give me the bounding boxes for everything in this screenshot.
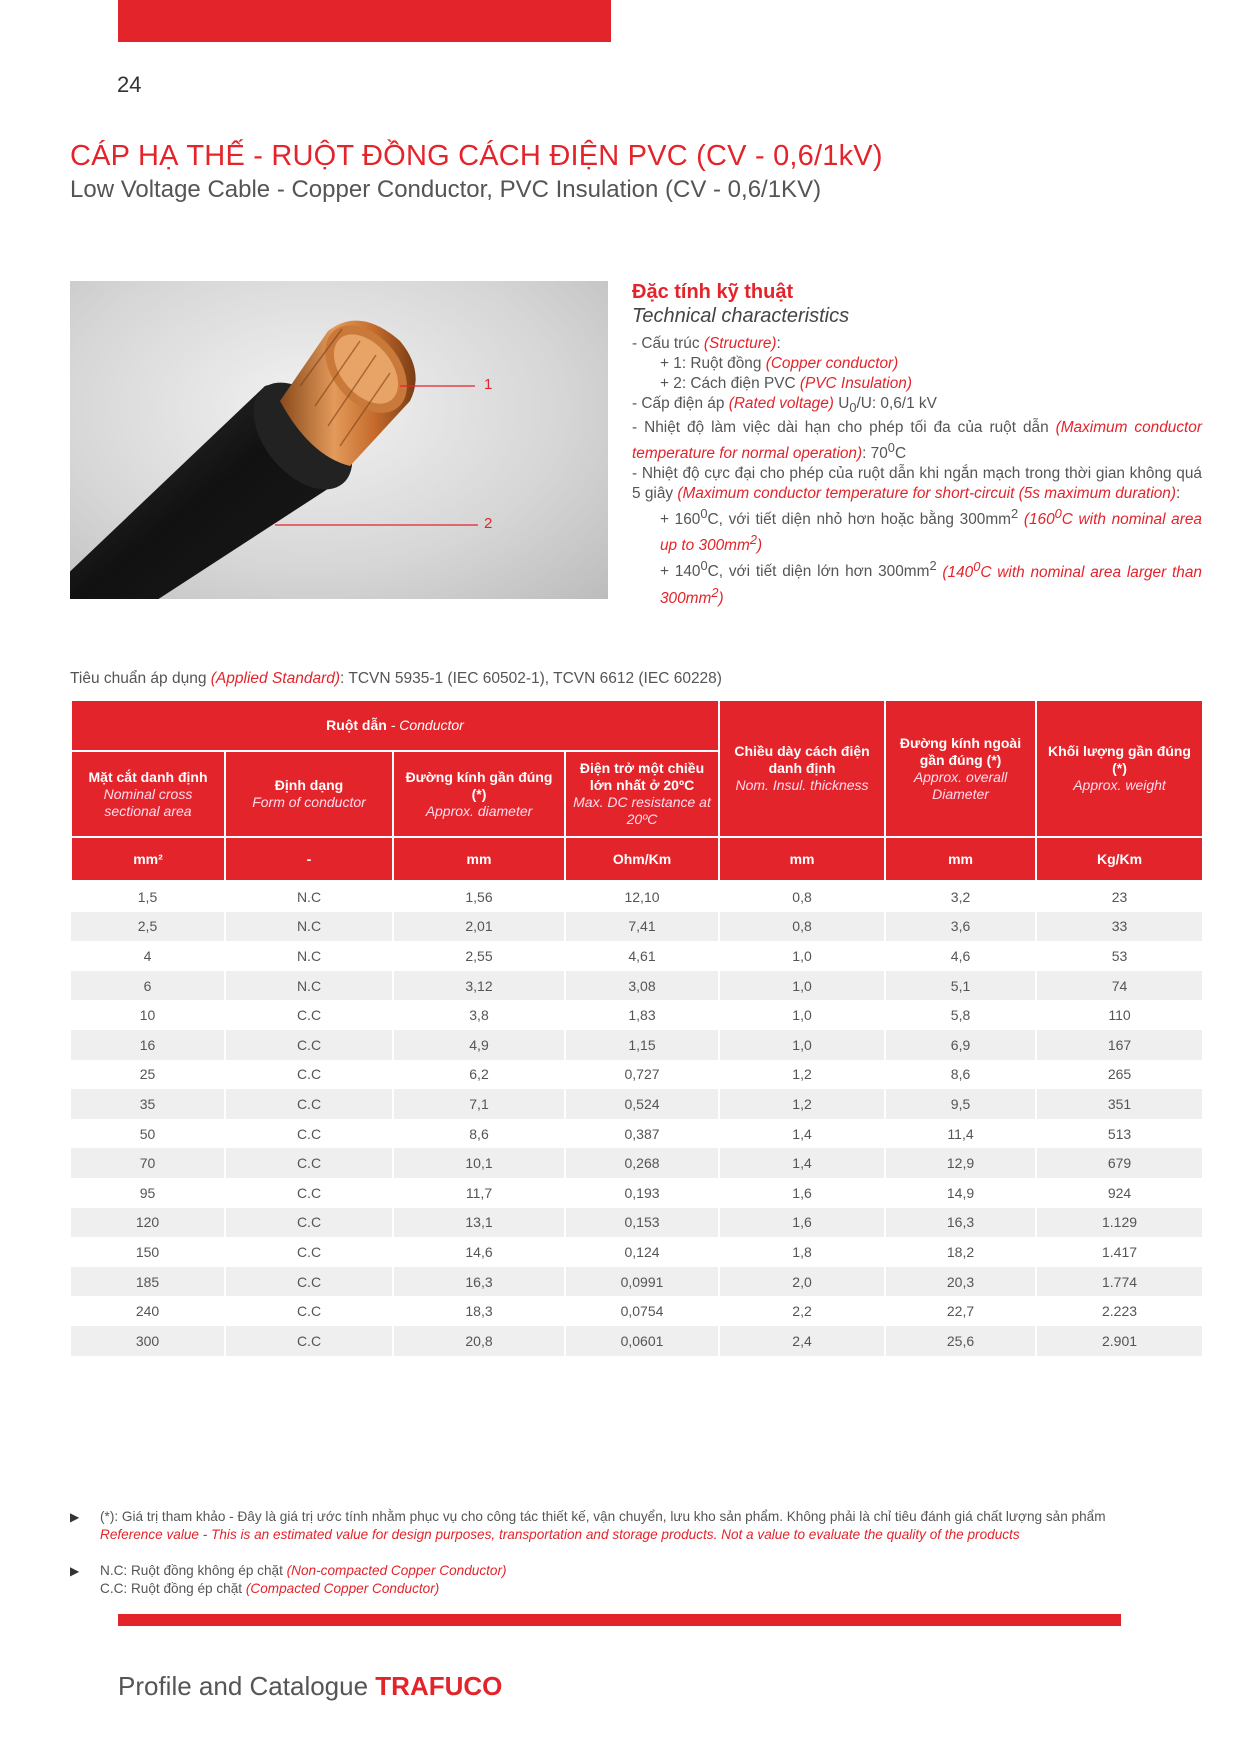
table-cell: 0,524 xyxy=(565,1089,719,1119)
table-cell: 2,4 xyxy=(719,1326,885,1356)
table-cell: 11,4 xyxy=(885,1119,1036,1149)
technical-characteristics xyxy=(632,282,1202,609)
page-subtitle: Low Voltage Cable - Copper Conductor, PVC Insulation (CV - 0,6/1KV) xyxy=(70,176,822,203)
table-cell: 18,3 xyxy=(393,1296,565,1326)
table-cell: 13,1 xyxy=(393,1208,565,1238)
table-cell: 5,8 xyxy=(885,1000,1036,1030)
table-cell: 22,7 xyxy=(885,1296,1036,1326)
table-cell: 10 xyxy=(71,1000,225,1030)
top-accent-bar xyxy=(118,0,611,42)
table-row xyxy=(71,912,1203,942)
cable-photo xyxy=(70,281,608,599)
table-cell: 2,0 xyxy=(719,1267,885,1297)
header-cross-section: Mặt cắt danh định Nominal cross sectional area xyxy=(71,751,225,837)
page-number: 24 xyxy=(117,72,142,97)
table-cell: 351 xyxy=(1036,1089,1203,1119)
cable-illustration xyxy=(70,281,608,599)
footer-brand: TRAFUCO xyxy=(375,1671,503,1701)
table-cell: 1,6 xyxy=(719,1178,885,1208)
table-row xyxy=(71,1089,1203,1119)
header-conductor-form: Định dạng Form of conductor xyxy=(225,751,393,837)
table-cell: 150 xyxy=(71,1237,225,1267)
table-cell: 14,9 xyxy=(885,1178,1036,1208)
table-row xyxy=(71,1178,1203,1208)
table-cell: 6 xyxy=(71,971,225,1001)
table-cell: 35 xyxy=(71,1089,225,1119)
table-cell: C.C xyxy=(225,1000,393,1030)
table-cell: 1.774 xyxy=(1036,1267,1203,1297)
table-cell: 0,8 xyxy=(719,912,885,942)
table-cell: 1,0 xyxy=(719,941,885,971)
table-cell: 74 xyxy=(1036,971,1203,1001)
table-cell: 11,7 xyxy=(393,1178,565,1208)
table-cell: C.C xyxy=(225,1060,393,1090)
table-cell: 4,9 xyxy=(393,1030,565,1060)
table-row xyxy=(71,1326,1203,1356)
unit-cell: mm xyxy=(393,837,565,881)
table-cell: 25,6 xyxy=(885,1326,1036,1356)
table-cell: 25 xyxy=(71,1060,225,1090)
table-cell: 20,8 xyxy=(393,1326,565,1356)
callout-2: 2 xyxy=(484,515,493,532)
tech-subheading: Technical characteristics xyxy=(632,305,850,327)
table-cell: C.C xyxy=(225,1326,393,1356)
table-cell: 120 xyxy=(71,1208,225,1238)
table-cell: 0,153 xyxy=(565,1208,719,1238)
table-row xyxy=(71,1208,1203,1238)
table-cell: 0,124 xyxy=(565,1237,719,1267)
table-cell: 0,193 xyxy=(565,1178,719,1208)
table-cell: 300 xyxy=(71,1326,225,1356)
table-cell: C.C xyxy=(225,1237,393,1267)
table-cell: N.C xyxy=(225,971,393,1001)
table-row xyxy=(71,1296,1203,1326)
table-row xyxy=(71,1267,1203,1297)
note-nc: N.C: Ruột đồng không ép chặt (Non-compacted Copper Conductor) xyxy=(100,1563,507,1578)
table-cell: 1,56 xyxy=(393,881,565,912)
table-cell: 3,08 xyxy=(565,971,719,1001)
applied-standard: Tiêu chuẩn áp dụng (Applied Standard): TCVN 5935-1 (IEC 60502-1), TCVN 6612 (IEC 60228) xyxy=(70,670,722,687)
table-cell: 1,6 xyxy=(719,1208,885,1238)
table-cell: 2,5 xyxy=(71,912,225,942)
table-cell: 924 xyxy=(1036,1178,1203,1208)
table-row xyxy=(71,1000,1203,1030)
unit-cell: Ohm/Km xyxy=(565,837,719,881)
table-cell: C.C xyxy=(225,1267,393,1297)
tech-item-1: + 1: Ruột đồng (Copper conductor) xyxy=(660,355,899,372)
table-cell: 110 xyxy=(1036,1000,1203,1030)
table-cell: 3,8 xyxy=(393,1000,565,1030)
table-cell: 50 xyxy=(71,1119,225,1149)
table-cell: 2,55 xyxy=(393,941,565,971)
note-cc: C.C: Ruột đồng ép chặt (Compacted Copper Conductor) xyxy=(100,1581,440,1596)
bullet-triangle-icon: ▶ xyxy=(70,1564,80,1578)
table-row xyxy=(71,1119,1203,1149)
table-cell: N.C xyxy=(225,912,393,942)
table-cell: 1,0 xyxy=(719,1000,885,1030)
table-cell: 16,3 xyxy=(393,1267,565,1297)
tech-temperature: - Nhiệt độ làm việc dài hạn cho phép tối đa của ruột dẫn (Maximum conductor temperature for normal operation): $70^0C$ xyxy=(632,419,1202,463)
bullet-triangle-icon: ▶ xyxy=(70,1510,80,1524)
table-cell: 265 xyxy=(1036,1060,1203,1090)
table-cell: 33 xyxy=(1036,912,1203,942)
unit-cell: - xyxy=(225,837,393,881)
table-cell: 2.223 xyxy=(1036,1296,1203,1326)
table-cell: C.C xyxy=(225,1119,393,1149)
table-cell: 679 xyxy=(1036,1148,1203,1178)
table-cell: 2,01 xyxy=(393,912,565,942)
table-row xyxy=(71,1237,1203,1267)
table-cell: C.C xyxy=(225,1296,393,1326)
table-cell: 1,2 xyxy=(719,1089,885,1119)
table-cell: 0,268 xyxy=(565,1148,719,1178)
table-cell: 7,41 xyxy=(565,912,719,942)
table-cell: C.C xyxy=(225,1089,393,1119)
table-cell: 3,12 xyxy=(393,971,565,1001)
table-cell: 5,1 xyxy=(885,971,1036,1001)
table-cell: 167 xyxy=(1036,1030,1203,1060)
bottom-accent-bar xyxy=(118,1614,1121,1626)
table-cell: 3,2 xyxy=(885,881,1036,912)
callout-1: 1 xyxy=(484,376,493,393)
table-cell: 240 xyxy=(71,1296,225,1326)
table-cell: 1.129 xyxy=(1036,1208,1203,1238)
header-overall-diameter: Đường kính ngoài gần đúng (*) Approx. overall Diameter xyxy=(885,700,1036,837)
table-cell: 12,10 xyxy=(565,881,719,912)
table-cell: 95 xyxy=(71,1178,225,1208)
table-cell: 14,6 xyxy=(393,1237,565,1267)
table-cell: 1,4 xyxy=(719,1119,885,1149)
table-cell: 0,8 xyxy=(719,881,885,912)
table-cell: 23 xyxy=(1036,881,1203,912)
table-cell: 1,4 xyxy=(719,1148,885,1178)
page-title: CÁP HẠ THẾ - RUỘT ĐỒNG CÁCH ĐIỆN PVC (CV - 0,6/1kV) xyxy=(70,140,883,172)
header-insul-thickness: Chiều dày cách điện danh định Nom. Insul. thickness xyxy=(719,700,885,837)
table-cell: 9,5 xyxy=(885,1089,1036,1119)
table-cell: 0,387 xyxy=(565,1119,719,1149)
table-cell: 1,0 xyxy=(719,1030,885,1060)
note-reference-en: Reference value - This is an estimated value for design purposes, transportation and storage products. Not a value to evaluate the quality of the products xyxy=(100,1527,1020,1542)
table-row xyxy=(71,1030,1203,1060)
table-cell: 53 xyxy=(1036,941,1203,971)
header-dc-resistance: Điện trở một chiều lớn nhất ở 20ºC Max. DC resistance at 20ºC xyxy=(565,751,719,837)
note-reference-vn: (*): Giá trị tham khảo - Đây là giá trị ước tính nhằm phục vụ cho công tác thiết kế, vận chuyển, lưu kho sản phẩm. Không phải là chỉ tiêu đánh giá chất lượng sản phẩm xyxy=(100,1509,1106,1524)
conductor-group-header: Ruột dẫn - Conductor xyxy=(71,700,719,751)
table-cell: 16,3 xyxy=(885,1208,1036,1238)
table-cell: C.C xyxy=(225,1178,393,1208)
table-cell: C.C xyxy=(225,1030,393,1060)
table-cell: 2.901 xyxy=(1036,1326,1203,1356)
tech-item-2: + 2: Cách điện PVC (PVC Insulation) xyxy=(660,375,912,392)
spec-table-body xyxy=(71,881,1203,1356)
header-conductor-diameter: Đường kính gần đúng (*) Approx. diameter xyxy=(393,751,565,837)
table-cell: 4,6 xyxy=(885,941,1036,971)
table-cell: 16 xyxy=(71,1030,225,1060)
tech-sc-1: + $160^0C$, với tiết diện nhỏ hơn hoặc bằng $300mm^2$ ($160^0C$ with nominal area up to $300mm^2$) xyxy=(660,506,1202,555)
table-cell: 185 xyxy=(71,1267,225,1297)
table-cell: N.C xyxy=(225,941,393,971)
unit-cell: mm² xyxy=(71,837,225,881)
tech-voltage: - Cấp điện áp (Rated voltage) $U_0/U$: 0,6/1 kV xyxy=(632,395,937,416)
table-row xyxy=(71,971,1203,1001)
table-cell: 513 xyxy=(1036,1119,1203,1149)
table-cell: 1,15 xyxy=(565,1030,719,1060)
table-cell: 12,9 xyxy=(885,1148,1036,1178)
tech-heading: Đặc tính kỹ thuật xyxy=(632,281,794,303)
table-cell: 1.417 xyxy=(1036,1237,1203,1267)
table-cell: 70 xyxy=(71,1148,225,1178)
table-cell: 20,3 xyxy=(885,1267,1036,1297)
table-row xyxy=(71,1060,1203,1090)
header-weight: Khối lượng gần đúng (*) Approx. weight xyxy=(1036,700,1203,837)
footer: Profile and Catalogue TRAFUCO xyxy=(118,1671,503,1701)
table-cell: 0,0601 xyxy=(565,1326,719,1356)
table-cell: C.C xyxy=(225,1148,393,1178)
table-cell: 0,0754 xyxy=(565,1296,719,1326)
tech-sc-2: + $140^0C$, với tiết diện lớn hơn $300mm^2$ ($140^0C$ with nominal area larger than $300mm^2$) xyxy=(660,558,1202,607)
table-cell: 3,6 xyxy=(885,912,1036,942)
table-cell: 10,1 xyxy=(393,1148,565,1178)
table-cell: 7,1 xyxy=(393,1089,565,1119)
table-cell: 0,727 xyxy=(565,1060,719,1090)
spec-table xyxy=(70,699,1204,1356)
table-cell: 1,5 xyxy=(71,881,225,912)
table-cell: 4 xyxy=(71,941,225,971)
tech-structure: - Cấu trúc (Structure): xyxy=(632,335,781,352)
table-cell: 6,2 xyxy=(393,1060,565,1090)
table-cell: 2,2 xyxy=(719,1296,885,1326)
table-cell: C.C xyxy=(225,1208,393,1238)
table-cell: 18,2 xyxy=(885,1237,1036,1267)
table-cell: 1,0 xyxy=(719,971,885,1001)
table-cell: N.C xyxy=(225,881,393,912)
table-row xyxy=(71,881,1203,912)
table-row xyxy=(71,941,1203,971)
table-cell: 8,6 xyxy=(885,1060,1036,1090)
unit-cell: mm xyxy=(719,837,885,881)
table-row xyxy=(71,1148,1203,1178)
table-cell: 1,2 xyxy=(719,1060,885,1090)
table-cell: 1,83 xyxy=(565,1000,719,1030)
table-cell: 8,6 xyxy=(393,1119,565,1149)
unit-cell: mm xyxy=(885,837,1036,881)
table-cell: 0,0991 xyxy=(565,1267,719,1297)
tech-short-circuit: - Nhiệt độ cực đại cho phép của ruột dẫn khi ngắn mạch trong thời gian không quá 5 giây (Maximum conductor temperature for short-circuit (5s maximum duration): xyxy=(632,465,1202,503)
table-cell: 1,8 xyxy=(719,1237,885,1267)
table-cell: 4,61 xyxy=(565,941,719,971)
table-cell: 6,9 xyxy=(885,1030,1036,1060)
unit-cell: Kg/Km xyxy=(1036,837,1203,881)
